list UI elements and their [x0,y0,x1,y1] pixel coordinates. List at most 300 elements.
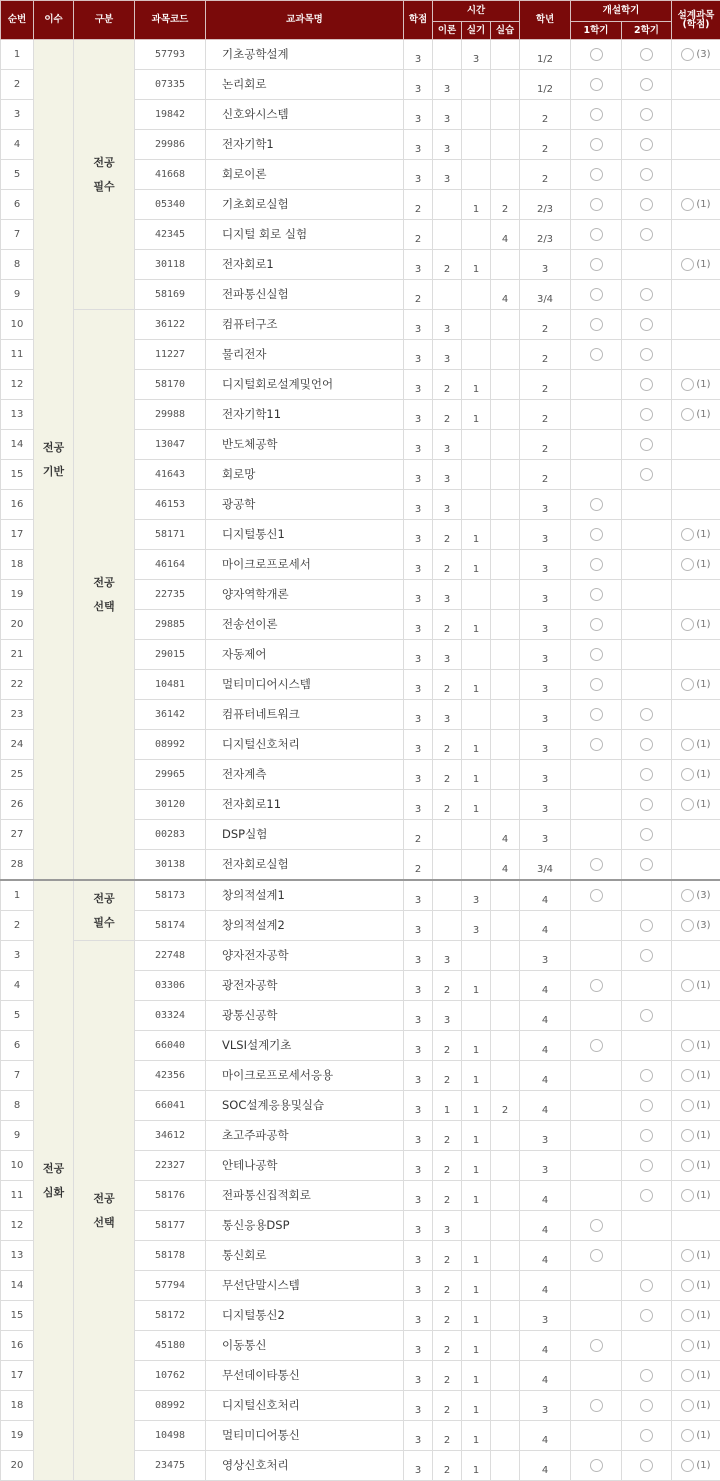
course-lab: 4 [491,220,520,250]
course-year: 3 [520,580,571,610]
radio-button[interactable] [681,738,694,751]
design-cell [672,1001,720,1031]
course-lab [491,790,520,820]
semester1-cell [571,160,622,190]
course-year: 4 [520,1211,571,1241]
radio-button[interactable] [590,1039,603,1052]
radio-button[interactable] [681,1249,694,1262]
header-practice: 실기 [462,22,491,40]
course-credit: 3 [404,911,433,941]
radio-button[interactable] [590,979,603,992]
design-cell [672,430,720,460]
radio-button[interactable] [640,1459,653,1472]
radio-button[interactable] [640,168,653,181]
radio-button[interactable] [590,558,603,571]
design-cell [672,1211,720,1241]
course-year: 2 [520,130,571,160]
radio-button[interactable] [681,919,694,932]
design-cell [672,400,720,430]
course-practice [462,1211,491,1241]
radio-button[interactable] [681,678,694,691]
radio-button[interactable] [590,618,603,631]
semester1-cell [571,1301,622,1331]
course-name: 멀티미디어시스템 [206,670,404,700]
radio-button[interactable] [640,708,653,721]
course-lab [491,310,520,340]
course-theory: 3 [433,130,462,160]
radio-button[interactable] [640,48,653,61]
radio-button[interactable] [640,1129,653,1142]
radio-button[interactable] [590,1219,603,1232]
semester1-cell [571,760,622,790]
semester2-cell [622,880,672,911]
radio-button[interactable] [590,528,603,541]
category-label-line: 필수 [93,180,114,193]
category-label-line: 전공 [93,1192,114,1205]
course-credit: 3 [404,100,433,130]
course-theory: 2 [433,1181,462,1211]
radio-button[interactable] [590,138,603,151]
course-code: 30138 [135,850,206,881]
radio-button[interactable] [590,348,603,361]
radio-button[interactable] [590,168,603,181]
radio-button[interactable] [590,708,603,721]
radio-button[interactable] [590,889,603,902]
course-lab [491,1151,520,1181]
course-name: 양자역학개론 [206,580,404,610]
radio-button[interactable] [640,1069,653,1082]
radio-button[interactable] [681,979,694,992]
course-theory: 3 [433,100,462,130]
course-theory: 2 [433,610,462,640]
radio-button[interactable] [681,1399,694,1412]
radio-button[interactable] [590,258,603,271]
semester1-cell [571,1061,622,1091]
radio-button[interactable] [681,618,694,631]
course-lab [491,1301,520,1331]
course-year: 4 [520,971,571,1001]
radio-button[interactable] [681,1279,694,1292]
radio-button[interactable] [590,498,603,511]
course-practice: 1 [462,1031,491,1061]
course-theory: 2 [433,1301,462,1331]
category-label-line: 필수 [93,916,114,929]
course-theory: 2 [433,250,462,280]
course-credit: 3 [404,370,433,400]
course-practice [462,130,491,160]
course-year: 1/2 [520,40,571,70]
radio-button[interactable] [640,228,653,241]
course-practice [462,460,491,490]
course-credit: 3 [404,250,433,280]
category-label-line: 전공 [93,156,114,169]
course-lab [491,550,520,580]
course-practice [462,580,491,610]
radio-button[interactable] [681,408,694,421]
course-credit: 3 [404,70,433,100]
course-credit: 3 [404,1001,433,1031]
course-year: 3 [520,820,571,850]
radio-button[interactable] [590,228,603,241]
design-cell [672,520,720,550]
design-credit: (1) [696,1100,710,1111]
course-name: 디지털신호처리 [206,730,404,760]
course-credit: 3 [404,1361,433,1391]
row-number: 8 [1,1091,34,1121]
radio-button[interactable] [640,318,653,331]
course-lab: 4 [491,850,520,881]
radio-button[interactable] [681,1129,694,1142]
radio-button[interactable] [640,1009,653,1022]
course-theory: 2 [433,370,462,400]
course-code: 10498 [135,1421,206,1451]
row-number: 10 [1,1151,34,1181]
course-name: 창의적설계2 [206,911,404,941]
course-year: 4 [520,880,571,911]
radio-button[interactable] [681,1429,694,1442]
row-number: 7 [1,1061,34,1091]
header-design [672,1,720,40]
course-year: 3/4 [520,850,571,881]
row-number: 23 [1,700,34,730]
course-year: 3 [520,790,571,820]
semester1-cell [571,1001,622,1031]
design-cell [672,190,720,220]
course-code: 29885 [135,610,206,640]
course-name: 통신회로 [206,1241,404,1271]
radio-button[interactable] [640,738,653,751]
course-code: 22327 [135,1151,206,1181]
course-credit: 3 [404,460,433,490]
radio-button[interactable] [590,1459,603,1472]
semester1-cell [571,1421,622,1451]
semester1-cell [571,520,622,550]
course-theory: 2 [433,790,462,820]
course-credit: 3 [404,610,433,640]
radio-button[interactable] [640,919,653,932]
course-name: 창의적설계1 [206,880,404,911]
radio-button[interactable] [681,198,694,211]
radio-button[interactable] [640,348,653,361]
radio-button[interactable] [590,738,603,751]
radio-button[interactable] [590,678,603,691]
course-practice: 1 [462,760,491,790]
semester2-cell [622,1181,672,1211]
design-cell [672,1271,720,1301]
course-theory: 2 [433,1241,462,1271]
course-code: 45180 [135,1331,206,1361]
semester2-cell [622,1331,672,1361]
course-name: DSP실험 [206,820,404,850]
semester2-cell [622,490,672,520]
course-code: 08992 [135,730,206,760]
course-name: 영상신호처리 [206,1451,404,1481]
radio-button[interactable] [681,378,694,391]
semester2-cell [622,1061,672,1091]
design-credit: (1) [696,980,710,991]
course-practice [462,100,491,130]
design-cell [672,1061,720,1091]
row-number: 12 [1,370,34,400]
radio-button[interactable] [590,108,603,121]
course-practice [462,310,491,340]
radio-button[interactable] [681,48,694,61]
semester1-cell [571,100,622,130]
course-code: 66040 [135,1031,206,1061]
course-practice [462,700,491,730]
table-body [1,40,720,1481]
radio-button[interactable] [681,768,694,781]
header-lab: 실습 [491,22,520,40]
radio-button[interactable] [640,378,653,391]
course-name: 반도체공학 [206,430,404,460]
course-theory: 2 [433,550,462,580]
radio-button[interactable] [640,768,653,781]
course-lab [491,1421,520,1451]
radio-button[interactable] [681,1189,694,1202]
course-practice: 1 [462,1271,491,1301]
semester1-cell [571,190,622,220]
course-name: SOC설계응용및실습 [206,1091,404,1121]
semester1-cell [571,1091,622,1121]
course-name: 컴퓨터네트워크 [206,700,404,730]
radio-button[interactable] [640,108,653,121]
course-year: 3 [520,760,571,790]
course-credit: 3 [404,1211,433,1241]
course-code: 58173 [135,880,206,911]
course-year: 4 [520,911,571,941]
header-semester: 개설학기 [571,1,672,22]
header-design-line1: 설계과목 [678,10,715,21]
radio-button[interactable] [640,198,653,211]
radio-button[interactable] [640,1309,653,1322]
semester1-cell [571,70,622,100]
radio-button[interactable] [640,1429,653,1442]
design-credit: (1) [696,739,710,750]
design-credit: (1) [696,1460,710,1471]
radio-button[interactable] [681,889,694,902]
course-code: 58177 [135,1211,206,1241]
semester2-cell [622,160,672,190]
row-number: 6 [1,190,34,220]
header-sem1: 1학기 [571,22,622,40]
course-theory [433,880,462,911]
semester2-cell [622,40,672,70]
course-year: 4 [520,1271,571,1301]
course-year: 3 [520,490,571,520]
radio-button[interactable] [640,468,653,481]
radio-button[interactable] [590,858,603,871]
radio-button[interactable] [640,1189,653,1202]
semester2-cell [622,190,672,220]
radio-button[interactable] [681,258,694,271]
course-year: 4 [520,1331,571,1361]
course-code: 22748 [135,941,206,971]
radio-button[interactable] [681,1459,694,1472]
course-practice [462,490,491,520]
radio-button[interactable] [640,138,653,151]
radio-button[interactable] [681,558,694,571]
design-credit: (1) [696,619,710,630]
radio-button[interactable] [681,528,694,541]
design-credit: (1) [696,1340,710,1351]
course-theory: 3 [433,460,462,490]
radio-button[interactable] [681,1099,694,1112]
radio-button[interactable] [681,1309,694,1322]
design-cell [672,610,720,640]
course-name: 물리전자 [206,340,404,370]
course-practice: 1 [462,1181,491,1211]
row-number: 14 [1,1271,34,1301]
course-code: 42356 [135,1061,206,1091]
course-theory [433,40,462,70]
course-practice [462,1001,491,1031]
row-number: 4 [1,971,34,1001]
radio-button[interactable] [590,318,603,331]
radio-button[interactable] [640,1279,653,1292]
semester2-cell [622,430,672,460]
design-credit: (3) [696,920,710,931]
semester1-cell [571,670,622,700]
semester2-cell [622,610,672,640]
course-code: 57794 [135,1271,206,1301]
course-theory: 2 [433,670,462,700]
design-cell [672,1361,720,1391]
design-cell [672,790,720,820]
course-credit: 2 [404,820,433,850]
course-theory: 2 [433,1391,462,1421]
radio-button[interactable] [590,48,603,61]
radio-button[interactable] [640,1099,653,1112]
course-credit: 3 [404,971,433,1001]
radio-button[interactable] [640,78,653,91]
course-name: VLSI설계기초 [206,1031,404,1061]
row-number: 5 [1,1001,34,1031]
radio-button[interactable] [681,1369,694,1382]
radio-button[interactable] [590,78,603,91]
course-practice: 1 [462,400,491,430]
radio-button[interactable] [590,1249,603,1262]
category-label-line: 전공 [93,892,114,905]
course-theory [433,190,462,220]
course-code: 03306 [135,971,206,1001]
radio-button[interactable] [681,798,694,811]
course-name: 광전자공학 [206,971,404,1001]
radio-button[interactable] [681,1039,694,1052]
radio-button[interactable] [640,798,653,811]
course-practice: 1 [462,1061,491,1091]
radio-button[interactable] [640,438,653,451]
design-cell [672,670,720,700]
course-lab [491,1391,520,1421]
radio-button[interactable] [590,288,603,301]
radio-button[interactable] [640,1369,653,1382]
course-theory: 3 [433,310,462,340]
design-credit: (1) [696,1430,710,1441]
radio-button[interactable] [640,408,653,421]
course-practice: 1 [462,1151,491,1181]
header-year: 학년 [520,1,571,40]
track-label-line: 심화 [43,1186,64,1199]
radio-button[interactable] [681,1159,694,1172]
semester2-cell [622,850,672,881]
radio-button[interactable] [590,1399,603,1412]
radio-button[interactable] [640,828,653,841]
course-practice: 1 [462,520,491,550]
course-credit: 3 [404,340,433,370]
course-practice: 1 [462,730,491,760]
radio-button[interactable] [590,198,603,211]
course-year: 3 [520,670,571,700]
course-name: 멀티미디어통신 [206,1421,404,1451]
radio-button[interactable] [590,648,603,661]
course-year: 3 [520,250,571,280]
course-lab [491,1271,520,1301]
course-credit: 2 [404,190,433,220]
course-lab [491,640,520,670]
design-cell [672,1151,720,1181]
semester1-cell [571,40,622,70]
design-credit: (1) [696,679,710,690]
semester2-cell [622,941,672,971]
radio-button[interactable] [640,1159,653,1172]
semester2-cell [622,730,672,760]
course-theory: 3 [433,160,462,190]
course-credit: 3 [404,1241,433,1271]
semester1-cell [571,1151,622,1181]
course-lab: 4 [491,280,520,310]
radio-button[interactable] [681,1069,694,1082]
design-credit: (1) [696,1190,710,1201]
course-lab [491,760,520,790]
radio-button[interactable] [640,949,653,962]
row-number: 3 [1,100,34,130]
design-cell [672,941,720,971]
semester1-cell [571,850,622,881]
course-theory [433,280,462,310]
course-name: 전파통신실험 [206,280,404,310]
course-lab [491,130,520,160]
course-practice: 1 [462,1091,491,1121]
semester2-cell [622,971,672,1001]
course-code: 03324 [135,1001,206,1031]
course-theory [433,820,462,850]
radio-button[interactable] [640,858,653,871]
radio-button[interactable] [681,1339,694,1352]
radio-button[interactable] [590,588,603,601]
design-credit: (1) [696,379,710,390]
row-number: 5 [1,160,34,190]
design-cell [672,640,720,670]
semester1-cell [571,1241,622,1271]
radio-button[interactable] [640,1399,653,1412]
radio-button[interactable] [590,1339,603,1352]
row-number: 12 [1,1211,34,1241]
semester1-cell [571,370,622,400]
course-practice [462,820,491,850]
design-cell [672,130,720,160]
header-time: 시간 [433,1,520,22]
category-label [74,880,135,941]
course-code: 13047 [135,430,206,460]
course-name: 디지털통신1 [206,520,404,550]
radio-button[interactable] [640,288,653,301]
semester1-cell [571,490,622,520]
course-practice: 1 [462,1331,491,1361]
course-year: 3/4 [520,280,571,310]
row-number: 27 [1,820,34,850]
course-name: 기초회로실험 [206,190,404,220]
